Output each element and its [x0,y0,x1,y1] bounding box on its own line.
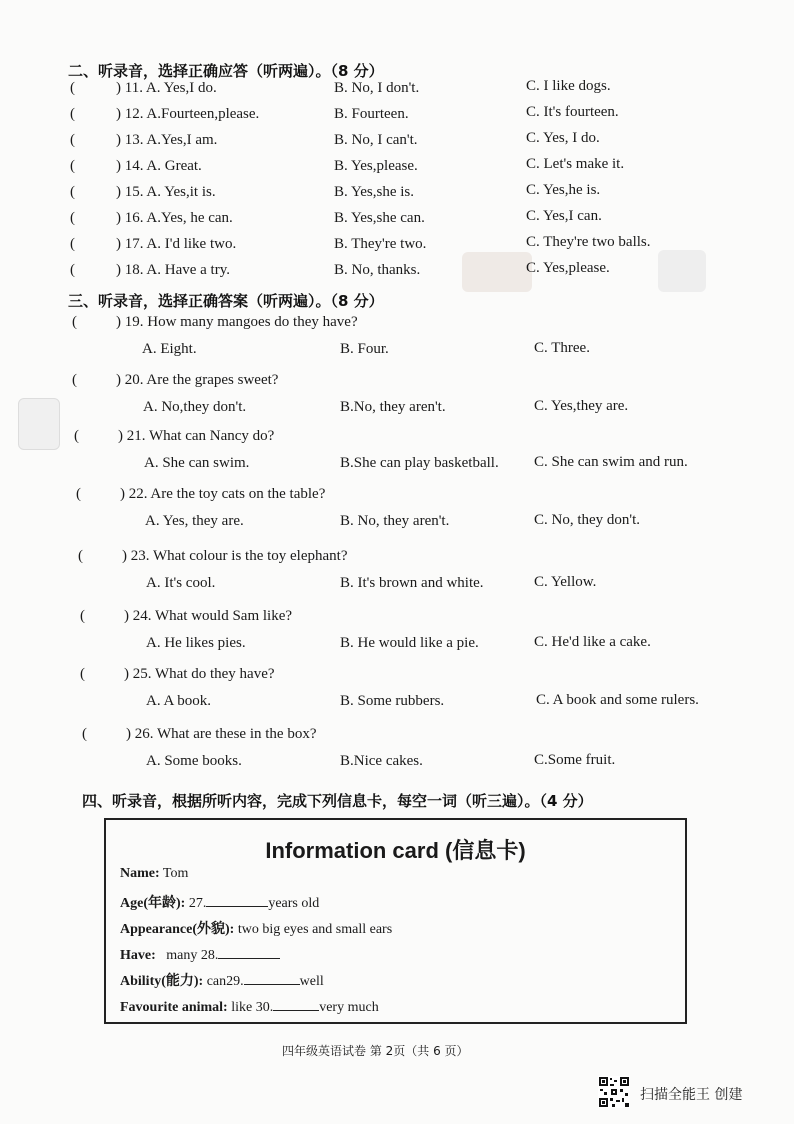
section-4-title: 四、听录音，根据所听内容，完成下列信息卡，每空一词（听三遍）。（4 分） [82,792,593,810]
question-option-a: ) 17. A. I'd like two. [116,236,237,252]
answer-paren[interactable]: ( [70,158,75,174]
answer-paren[interactable]: ( [70,132,75,148]
option-c: C. Yes, I do. [526,130,600,146]
option-c: C. Yes,they are. [534,398,629,414]
age-suffix: years old [268,896,320,911]
option-c: C. I like dogs. [526,78,611,94]
option-c: C. Yes,he is. [526,182,601,198]
answer-paren[interactable]: ( [78,548,83,564]
question-text: ) 25. What do they have? [124,666,275,682]
answer-paren[interactable]: ( [82,726,87,742]
answer-paren[interactable]: ( [72,314,77,330]
option-b: B. It's brown and white. [340,575,484,591]
question-text: ) 24. What would Sam like? [124,608,293,624]
answer-paren[interactable]: ( [76,486,81,502]
option-c: C. No, they don't. [534,512,641,528]
question-option-a: ) 14. A. Great. [116,158,202,174]
card-row-name [120,866,188,882]
scan-stain [462,252,532,292]
card-row-age [120,892,319,912]
answer-paren[interactable]: ( [70,80,75,96]
age-label: Age(年龄): [120,896,186,911]
question-text: ) 20. Are the grapes sweet? [116,372,279,388]
option-c: C. Yes,please. [526,260,610,276]
option-b: B. No, thanks. [334,262,421,278]
have-label: Have: [120,948,156,963]
answer-paren[interactable]: ( [80,608,85,624]
answer-paren[interactable]: ( [70,184,75,200]
option-b: B. Fourteen. [334,106,409,122]
scan-stain [658,250,706,292]
answer-paren[interactable]: ( [70,236,75,252]
scan-stain [18,398,60,450]
option-a: A. She can swim. [144,455,250,471]
option-c: C. A book and some rulers. [536,692,699,708]
option-b: B. Yes,she can. [334,210,425,226]
question-option-a: ) 16. A.Yes, he can. [116,210,233,226]
answer-paren[interactable]: ( [74,428,79,444]
card-row-appearance [120,918,392,938]
age-number: 27. [188,896,207,911]
question-option-a: ) 13. A.Yes,I am. [116,132,218,148]
option-c: C. Let's make it. [526,156,625,172]
option-c: C. Yellow. [534,574,597,590]
card-row-have [120,944,280,964]
answer-paren[interactable]: ( [80,666,85,682]
question-text: ) 21. What can Nancy do? [118,428,275,444]
appearance-label: Appearance(外貌): [120,922,235,937]
option-b: B. No, I don't. [334,80,420,96]
section-3-title: 三、听录音，选择正确答案（听两遍）。（8 分） [68,292,384,310]
option-c: C. Yes,I can. [526,208,602,224]
question-text: ) 26. What are these in the box? [126,726,317,742]
section-2-title: 二、听录音，选择正确应答（听两遍）。（8 分） [68,62,384,80]
option-b: B. He would like a pie. [340,635,479,651]
question-option-a: ) 12. A.Fourteen,please. [116,106,260,122]
option-a: A. A book. [146,693,212,709]
ability-suffix: well [299,974,324,989]
have-blank[interactable] [218,944,280,959]
option-a: A. Eight. [142,341,197,357]
ability-value: can29. [206,974,244,989]
option-b: B. Yes,she is. [334,184,415,200]
favourite-suffix: very much [319,1000,379,1015]
question-text: ) 19. How many mangoes do they have? [116,314,358,330]
option-b: B.No, they aren't. [340,399,446,415]
option-a: A. He likes pies. [146,635,246,651]
option-a: A. Some books. [146,753,242,769]
option-c: C. She can swim and run. [534,454,688,470]
information-card [104,818,687,1024]
card-row-ability [120,970,324,990]
ability-blank[interactable] [244,970,300,985]
option-c: C. Three. [534,340,590,356]
option-b: B.She can play basketball. [340,455,499,471]
qr-code-icon [598,1076,630,1108]
question-text: ) 23. What colour is the toy elephant? [122,548,348,564]
have-value: many 28. [166,948,219,963]
option-b: B. Some rubbers. [340,693,445,709]
name-value: Tom [162,866,189,881]
option-a: A. No,they don't. [143,399,247,415]
option-b: B. Four. [340,341,389,357]
question-text: ) 22. Are the toy cats on the table? [120,486,326,502]
scanner-watermark-label: 扫描全能王 创建 [640,1087,743,1103]
card-title: Information card (信息卡) [265,838,526,863]
option-c: C. He'd like a cake. [534,634,651,650]
answer-paren[interactable]: ( [70,262,75,278]
favourite-label: Favourite animal: [120,1000,228,1015]
question-option-a: ) 15. A. Yes,it is. [116,184,216,200]
age-blank[interactable] [206,892,268,907]
appearance-value: two big eyes and small ears [237,922,393,937]
ability-label: Ability(能力): [120,974,204,989]
option-c: C.Some fruit. [534,752,616,768]
option-c: C. They're two balls. [526,234,651,250]
option-b: B.Nice cakes. [340,753,423,769]
answer-paren[interactable]: ( [70,210,75,226]
question-option-a: ) 11. A. Yes,I do. [116,80,217,96]
option-b: B. No, they aren't. [340,513,450,529]
option-b: B. They're two. [334,236,427,252]
option-b: B. Yes,please. [334,158,418,174]
favourite-value: like 30. [231,1000,274,1015]
option-a: A. Yes, they are. [145,513,244,529]
option-a: A. It's cool. [146,575,216,591]
answer-paren[interactable]: ( [70,106,75,122]
page-footer: 四年级英语试卷 第 2页（共 6 页） [282,1044,469,1058]
favourite-blank[interactable] [273,996,319,1011]
option-b: B. No, I can't. [334,132,418,148]
name-label: Name: [120,866,160,881]
option-c: C. It's fourteen. [526,104,619,120]
question-option-a: ) 18. A. Have a try. [116,262,230,278]
answer-paren[interactable]: ( [72,372,77,388]
card-row-favourite [120,996,379,1016]
